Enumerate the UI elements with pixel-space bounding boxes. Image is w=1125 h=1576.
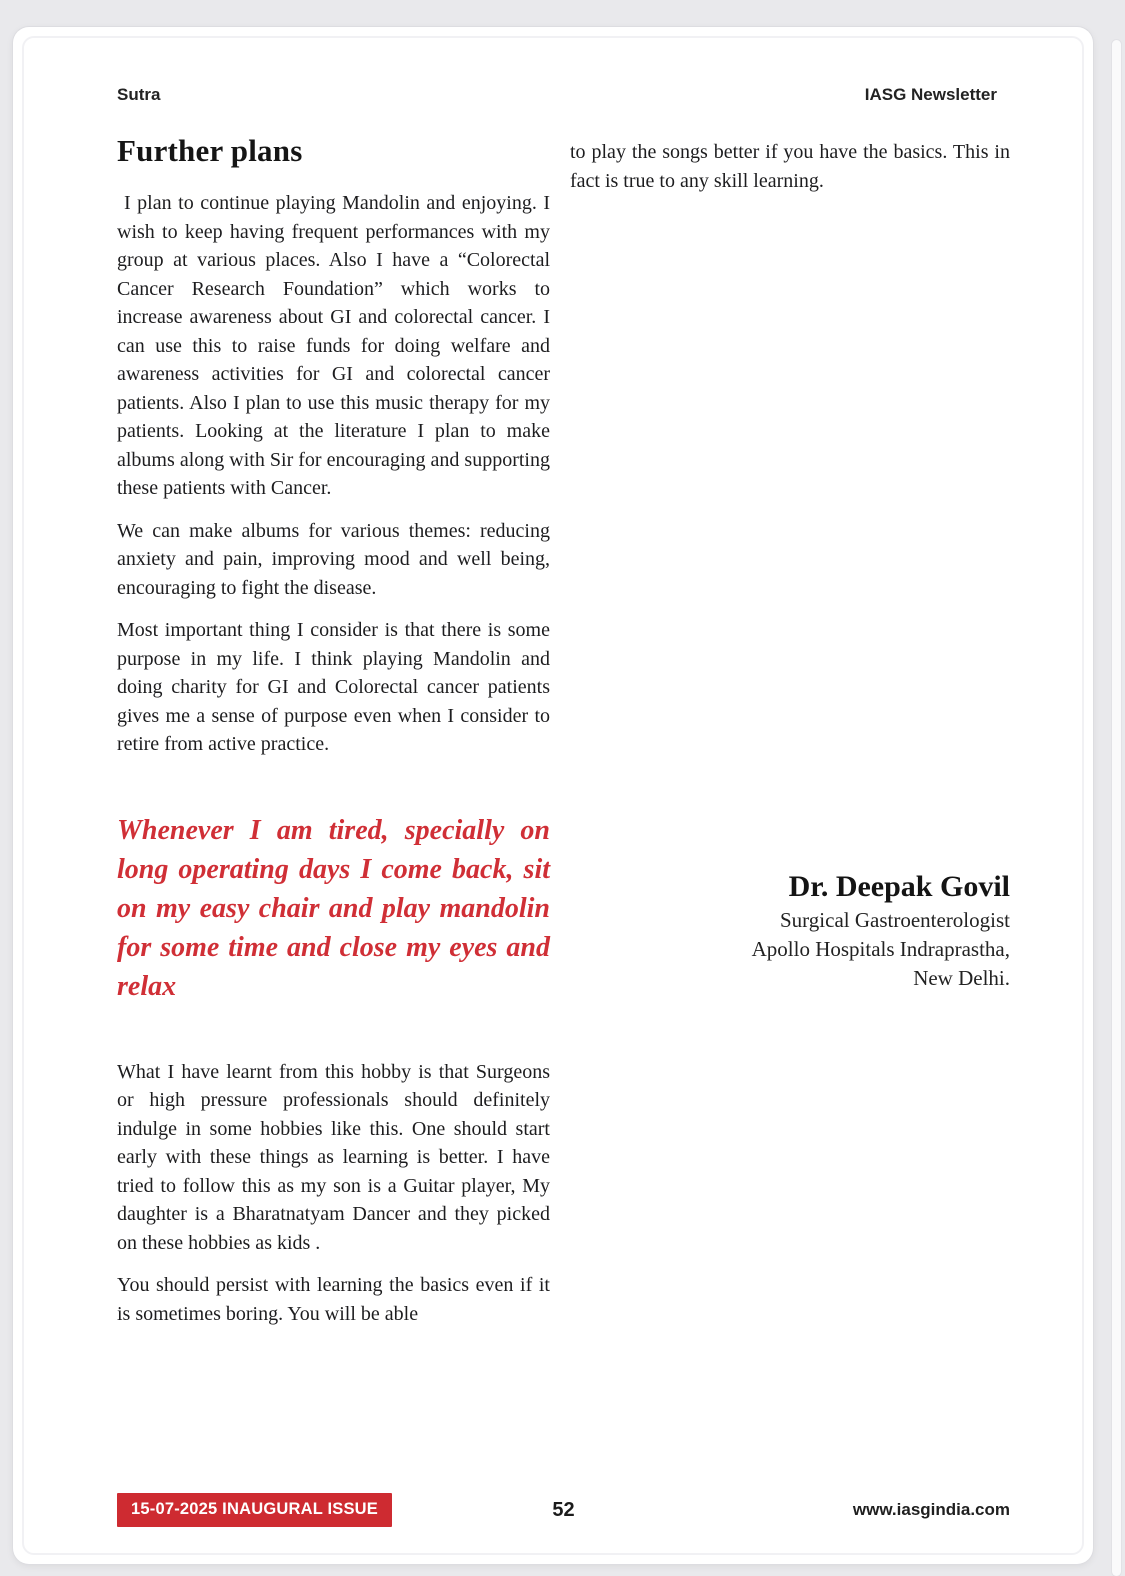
author-affiliation: Apollo Hospitals Indraprastha, xyxy=(751,937,1010,961)
paragraph-continuation: to play the songs better if you have the basics. This in fact is true to any skill learning. xyxy=(570,141,1010,192)
author-title: Surgical Gastroenterologist xyxy=(780,908,1010,932)
pull-quote: Whenever I am tired, specially on long operating days I come back, sit on my easy chair and play mandolin for some time and close my eyes and relax xyxy=(117,814,550,1002)
paragraph: You should persist with learning the basics even if it is sometimes boring. You will be able xyxy=(117,1274,550,1325)
paragraph: Most important thing I consider is that there is some purpose in my life. I think playing Mandolin and doing charity for GI and Colorectal cancer patients gives me a sense of purpose even when I consider to retire from active practice. xyxy=(117,619,550,755)
adjacent-page-edge xyxy=(1112,40,1121,1576)
newsletter-title: IASG Newsletter xyxy=(864,85,997,104)
author-name: Dr. Deepak Govil xyxy=(788,870,1010,903)
running-header xyxy=(117,85,997,105)
page-number: 52 xyxy=(552,1498,575,1521)
website-url: www.iasgindia.com xyxy=(852,1500,1011,1519)
article-heading: Further plans xyxy=(117,133,303,168)
paragraph: What I have learnt from this hobby is that Surgeons or high pressure professionals should definitely indulge in some hobbies like this. One should start early with these things as learning is better. I have tried to follow this as my son is a Guitar player, My daughter is a Bharatnatyam Dancer and they picked on these hobbies as kids . xyxy=(117,1060,550,1254)
paragraph: I plan to continue playing Mandolin and enjoying. I wish to keep having frequent performances with my group at various places. Also I have a “Colorectal Cancer Research Foundation” which works to increase awareness about GI and colorectal cancer. I can use this to raise funds for doing welfare and awareness activities for GI and colorectal cancer patients. Also I plan to use this music therapy for my patients. Looking at the literature I plan to make albums along with Sir for encouraging and supporting these patients with Cancer. xyxy=(117,192,550,499)
issue-badge: 15-07-2025 INAUGURAL ISSUE xyxy=(117,1493,392,1527)
newsletter-page xyxy=(13,27,1093,1564)
left-column xyxy=(117,133,550,1342)
author-location: New Delhi. xyxy=(913,966,1010,990)
author-block xyxy=(570,868,1010,993)
page-footer xyxy=(117,1493,1010,1527)
publication-title: Sutra xyxy=(117,85,161,104)
right-column xyxy=(570,138,1010,1438)
paragraph: We can make albums for various themes: reducing anxiety and pain, improving mood and well being, encouraging to fight the disease. xyxy=(117,519,550,599)
